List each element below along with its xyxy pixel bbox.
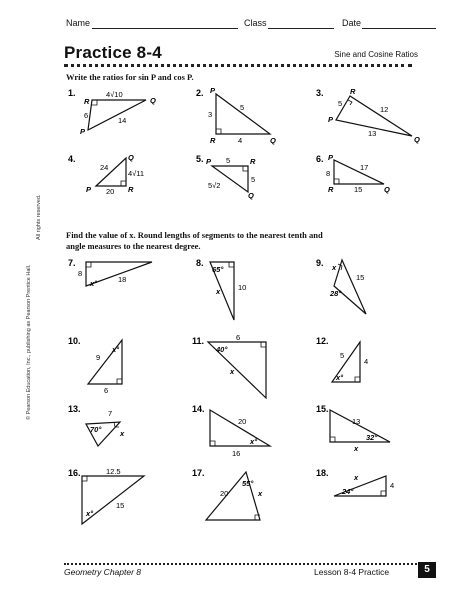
side-label: x: [332, 263, 337, 272]
problem-17: [190, 466, 300, 530]
problem-number: 9.: [316, 258, 324, 268]
class-line: [268, 28, 334, 29]
triangle: [216, 94, 270, 134]
problem-11: [190, 334, 300, 404]
date-line: [362, 28, 436, 29]
side-label: 4√11: [128, 169, 145, 178]
side-label: x: [258, 489, 263, 498]
triangle: [334, 260, 366, 314]
problem-number: 13.: [68, 404, 81, 414]
side-label: 15: [354, 185, 363, 194]
problem-1: [64, 84, 174, 140]
problem-number: 14.: [192, 404, 205, 414]
right-angle-mark: [210, 441, 215, 446]
right-angle-mark: [229, 262, 234, 267]
right-angle-mark: [121, 181, 126, 186]
vertex-label: P: [328, 115, 334, 124]
side-label: 13: [352, 417, 361, 426]
side-label: 15: [116, 501, 125, 510]
copyright-line2: All rights reserved.: [36, 194, 42, 240]
side-label: x: [354, 444, 359, 453]
problem-number: 18.: [316, 468, 329, 478]
problem-9: [314, 256, 414, 328]
vertex-label: Q: [150, 96, 156, 105]
side-label: 4: [238, 136, 243, 145]
side-label: 20: [220, 489, 229, 498]
side-label: 6: [104, 386, 109, 395]
side-label: 5: [340, 351, 345, 360]
right-angle-mark: [216, 129, 221, 134]
right-angle-mark: [86, 262, 91, 267]
section2-instruction-line2: angle measures to the nearest degree.: [66, 241, 201, 251]
triangle: [210, 410, 270, 446]
right-angle-mark: [355, 377, 360, 382]
vertex-label: R: [210, 136, 216, 145]
side-label: 4: [364, 357, 369, 366]
triangle: [334, 160, 384, 184]
problem-14: [190, 402, 300, 458]
right-angle-mark: [243, 166, 248, 171]
footer-chapter: Geometry Chapter 8: [64, 567, 142, 577]
side-label: 5√2: [208, 181, 221, 190]
side-label: x: [120, 429, 125, 438]
title-divider: [64, 64, 412, 67]
side-label: 8: [78, 269, 83, 278]
problem-number: 15.: [316, 404, 329, 414]
side-label: 12.5: [106, 467, 121, 476]
side-label: x: [354, 473, 359, 482]
side-label: x: [216, 287, 221, 296]
angle-label: x°: [336, 373, 344, 382]
side-label: 5: [240, 103, 245, 112]
side-label: x: [230, 367, 235, 376]
angle-label: x°: [250, 437, 258, 446]
vertex-label: P: [80, 127, 86, 136]
side-label: 18: [118, 275, 127, 284]
copyright-line1: © Pearson Education, Inc., publishing as Pearson Prentice Hall.: [26, 264, 32, 420]
problem-number: 17.: [192, 468, 205, 478]
date-label: Date: [342, 18, 362, 28]
vertex-label: R: [128, 185, 134, 194]
page-number: 5: [418, 562, 436, 578]
angle-label: 55°: [242, 479, 254, 488]
right-angle-mark: [82, 476, 87, 481]
class-label: Class: [244, 18, 267, 28]
section1-instruction: Write the ratios for sin P and cos P.: [66, 72, 194, 82]
side-label: 5: [251, 175, 256, 184]
problem-number: 10.: [68, 336, 81, 346]
problem-number: 6.: [316, 154, 324, 164]
name-label: Name: [66, 18, 91, 28]
side-label: 20: [106, 187, 115, 196]
vertex-label: Q: [270, 136, 276, 145]
side-label: 17: [360, 163, 369, 172]
problem-number: 8.: [196, 258, 204, 268]
vertex-label: Q: [414, 135, 420, 144]
side-label: 4: [390, 481, 395, 490]
footer-lesson: Lesson 8-4 Practice: [314, 567, 390, 577]
vertex-label: R: [328, 185, 334, 194]
vertex-label: R: [350, 87, 356, 96]
right-angle-mark: [348, 100, 352, 105]
problem-number: 2.: [196, 88, 204, 98]
problem-number: 5.: [196, 154, 204, 164]
problem-12: [314, 334, 414, 390]
section2-instruction-line1: Find the value of x. Round lengths of segments to the nearest tenth and: [66, 230, 323, 240]
side-label: 4√10: [106, 90, 123, 99]
angle-label: 32°: [366, 433, 378, 442]
problem-4: [64, 152, 174, 198]
angle-label: 70°: [90, 425, 102, 434]
side-label: 6: [236, 333, 241, 342]
right-angle-mark: [330, 437, 335, 442]
angle-label: x°: [112, 345, 120, 354]
problem-number: 7.: [68, 258, 76, 268]
side-label: 16: [232, 449, 241, 458]
angle-label: x°: [90, 279, 98, 288]
problem-number: 3.: [316, 88, 324, 98]
triangle: [330, 410, 390, 442]
angle-label: 24°: [342, 487, 354, 496]
problem-16: [64, 466, 174, 530]
footer-divider: [64, 563, 436, 565]
angle-label: x°: [86, 509, 94, 518]
right-angle-mark: [117, 379, 122, 384]
side-label: 9: [96, 353, 101, 362]
side-label: 24: [100, 163, 109, 172]
vertex-label: P: [206, 157, 212, 166]
side-label: 5: [226, 156, 231, 165]
side-label: 15: [356, 273, 365, 282]
side-label: 14: [118, 116, 127, 125]
side-label: 13: [368, 129, 377, 138]
vertex-label: P: [86, 185, 92, 194]
problem-2: [194, 84, 294, 148]
vertex-label: P: [210, 86, 216, 95]
right-angle-mark: [334, 179, 339, 184]
vertex-label: Q: [128, 153, 134, 162]
right-angle-mark: [261, 342, 266, 347]
problem-number: 16.: [68, 468, 81, 478]
page-subtitle: Sine and Cosine Ratios: [334, 50, 418, 59]
problem-number: 11.: [192, 336, 205, 346]
problem-5: [194, 152, 294, 198]
vertex-label: Q: [384, 185, 390, 194]
side-label: 8: [326, 169, 331, 178]
problem-13: [64, 402, 174, 454]
right-angle-mark: [92, 100, 97, 105]
vertex-label: P: [328, 153, 334, 162]
problem-number: 4.: [68, 154, 76, 164]
problem-7: [64, 256, 174, 296]
side-label: 7: [108, 409, 113, 418]
angle-label: 28°: [330, 289, 342, 298]
page-title: Practice 8-4: [64, 43, 162, 62]
problem-3: [314, 84, 434, 148]
angle-label: 40°: [216, 345, 228, 354]
vertex-label: R: [250, 157, 256, 166]
problem-6: [314, 152, 424, 198]
problem-10: [64, 334, 174, 398]
problem-18: [314, 466, 424, 514]
problem-number: 1.: [68, 88, 76, 98]
side-label: 12: [380, 105, 389, 114]
name-line: [92, 28, 238, 29]
section2-instruction: [66, 230, 323, 252]
side-label: 20: [238, 417, 247, 426]
vertex-label: Q: [248, 191, 254, 200]
problem-8: [194, 256, 294, 328]
side-label: 5: [338, 99, 343, 108]
vertex-label: R: [84, 97, 90, 106]
side-label: 6: [84, 111, 89, 120]
right-angle-mark: [381, 491, 386, 496]
side-label: 10: [238, 283, 247, 292]
side-label: 3: [208, 110, 213, 119]
problem-number: 12.: [316, 336, 329, 346]
angle-label: 65°: [212, 265, 224, 274]
problem-15: [314, 402, 424, 454]
